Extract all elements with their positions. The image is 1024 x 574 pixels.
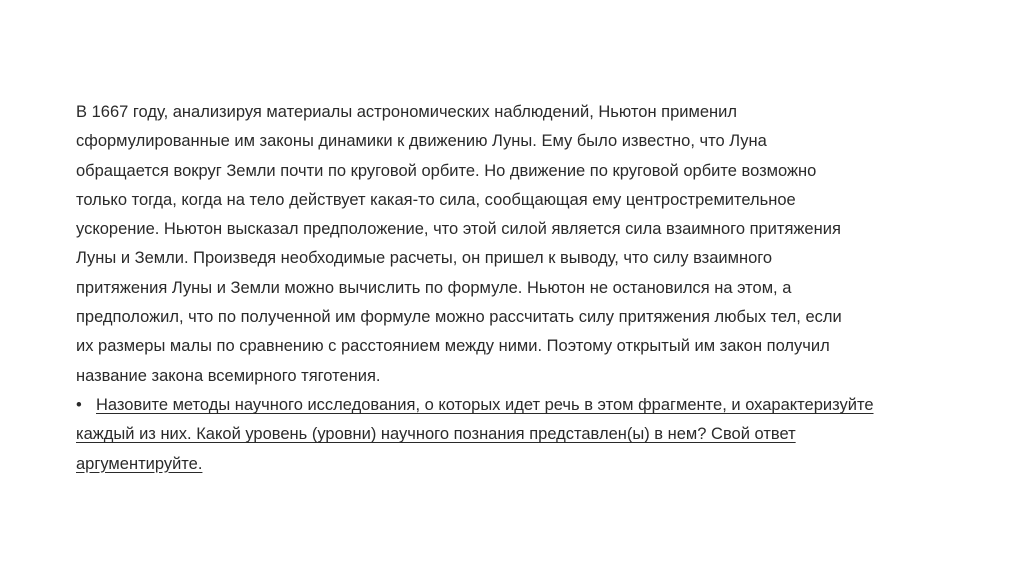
question-line — [76, 391, 976, 420]
question-text: аргументируйте. — [76, 454, 203, 473]
paragraph-line: название закона всемирного тяготения. — [76, 366, 381, 385]
paragraph-line: притяжения Луны и Земли можно вычислить по формуле. Ньютон не остановился на этом, а — [76, 278, 792, 297]
question-line: каждый из них. Какой уровень (уровни) научного познания представлен(ы) в нем? Свой ответ — [76, 425, 796, 444]
bullet-marker: • — [76, 395, 82, 414]
paragraph-line: только тогда, когда на тело действует какая-то сила, сообщающая ему центростремительное — [76, 190, 796, 209]
text-block — [76, 98, 976, 479]
paragraph-line: предположил, что по полученной им формуле можно рассчитать силу притяжения любых тел, если — [76, 308, 842, 327]
paragraph-line: Луны и Земли. Произведя необходимые расчеты, он пришел к выводу, что силу взаимного — [76, 249, 773, 268]
paragraph-line: обращается вокруг Земли почти по круговой орбите. Но движение по круговой орбите возможно — [76, 161, 817, 180]
paragraph-line: сформулированные им законы динамики к движению Луны. Ему было известно, что Луна — [76, 132, 767, 151]
paragraph-line: их размеры малы по сравнению с расстоянием между ними. Поэтому открытый им закон получил — [76, 337, 830, 356]
paragraph-line: ускорение. Ньютон высказал предположение, что этой силой является сила взаимного притяжения — [76, 220, 841, 239]
question-text: Назовите методы научного исследования, о которых идет речь в этом фрагменте, и охарактеризуйте — [96, 395, 874, 414]
paragraph-line: В 1667 году, анализируя материалы астрономических наблюдений, Ньютон применил — [76, 103, 737, 121]
question-line — [76, 450, 976, 479]
